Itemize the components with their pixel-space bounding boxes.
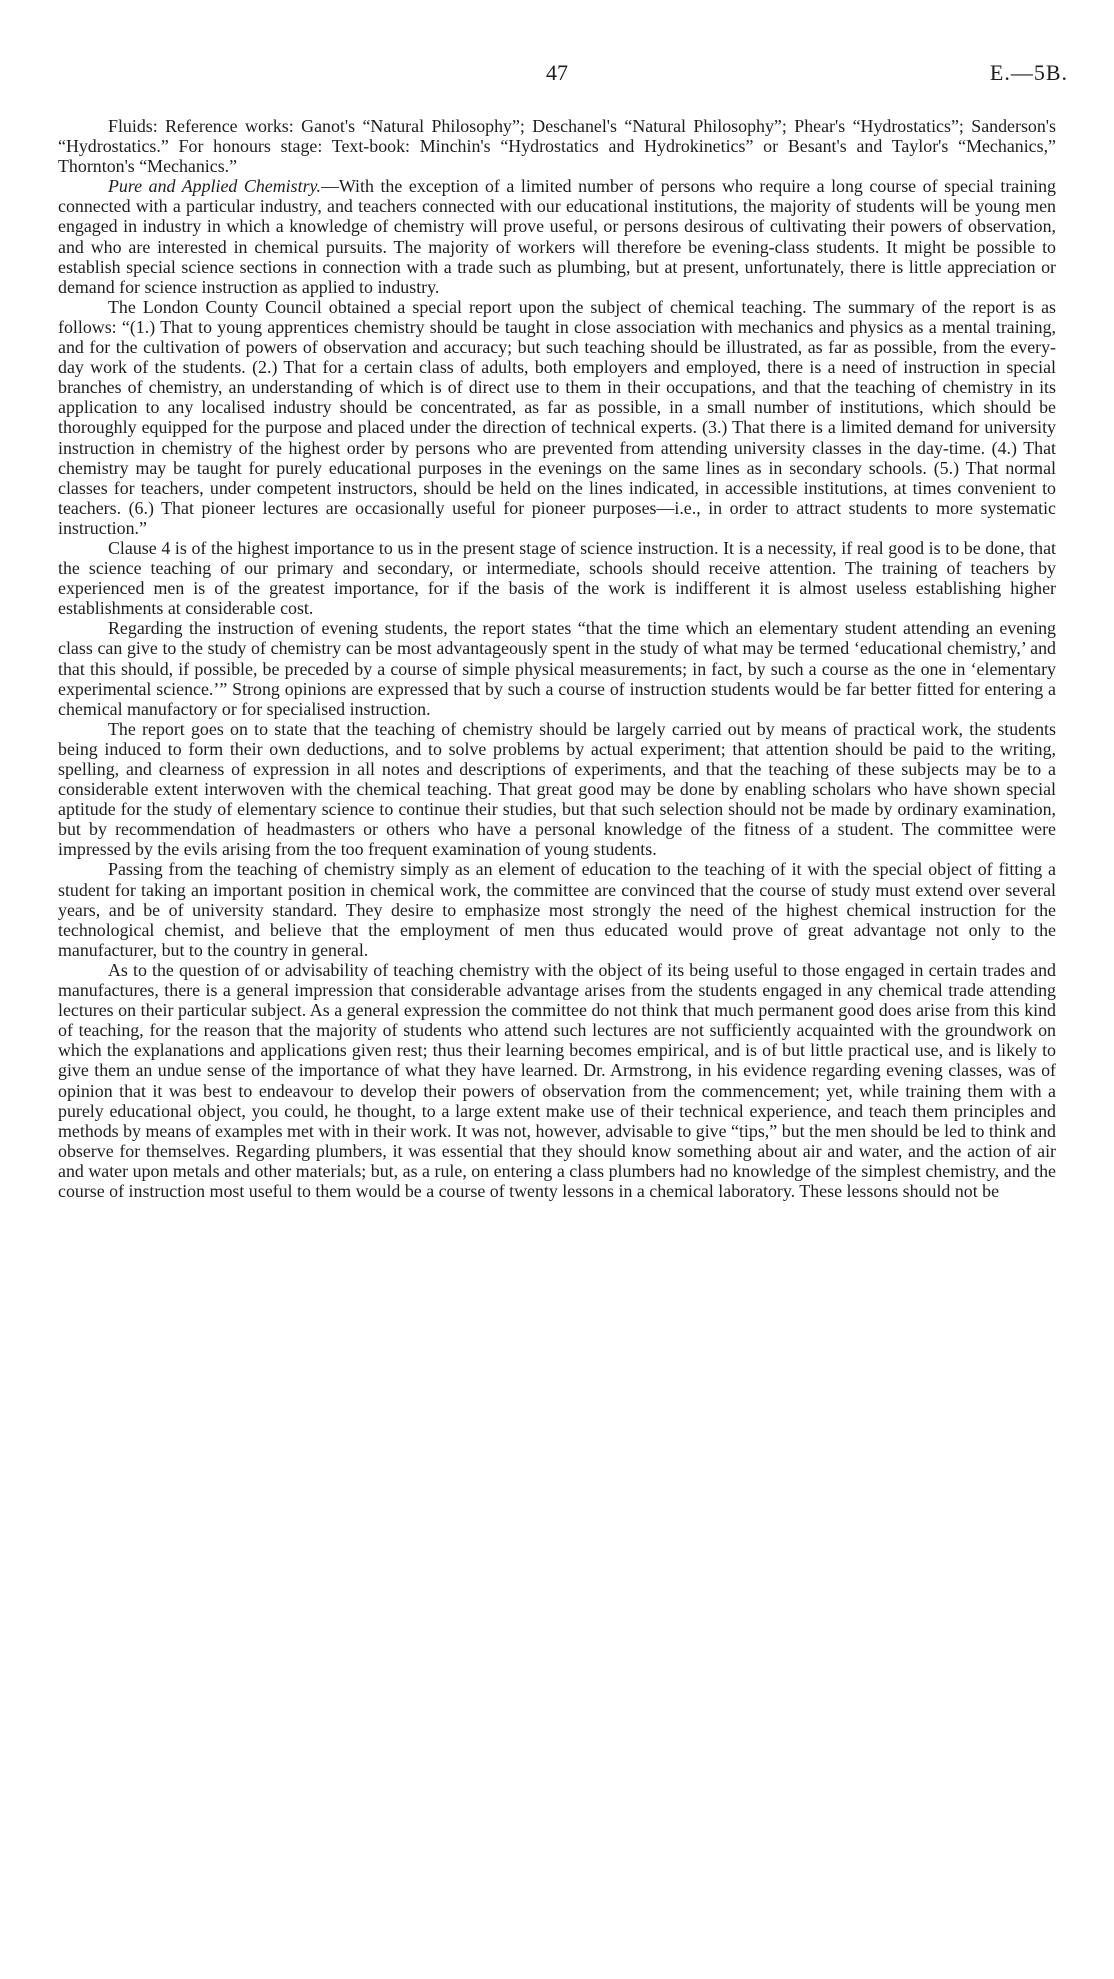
paragraph-practical-work: The report goes on to state that the teaching of chemistry should be largely carried out by means of practical work, the students being induced to form their own deductions, and to solve problems by actual experiment; that attention should be paid to the writing, spelling, and clearness of expression in all notes and descriptions of experiments, and that the teaching of these subjects may be to a considerable extent interwoven with the chemical teaching. That great good may be done by enabling scholars who have shown special aptitude for the study of elementary science to continue their studies, but that such selection should not be made by ordinary examination, but by recommendation of headmasters or others who have a personal knowledge of the fitness of a student. The committee were impressed by the evils arising from the too frequent examination of young students. [58,718,1056,860]
section-heading: Pure and Applied Chemistry. [108,176,321,197]
document-reference: E.—5B. [989,60,1068,85]
paragraph-technological-chemist: Passing from the teaching of chemistry simply as an element of education to the teaching of it with the special object of fitting a student for taking an important position in chemical work, the committee are convinced that the course of study must extend over several years, and be of university standard. They desire to emphasize most strongly the need of the highest chemical instruction for the technological chemist, and believe that the employment of men thus educated would prove of great advantage not only to the manufacturer, but to the country in general. [58,859,1056,960]
paragraph-evening-students: Regarding the instruction of evening students, the report states “that the time which an elementary student attending an evening class can give to the study of chemistry can be most advantageously spent in the study of what may be termed ‘educational chemistry,’ and that this should, if possible, be preceded by a course of simple physical measurements; in fact, by such a course as the one in ‘elementary experimental science.’” Strong opinions are expressed that by such a course of instruction students would be far better fitted for entering a chemical manufactory or for specialised instruction. [58,618,1056,719]
paragraph-trades-and-manufactures: As to the question of or advisability of teaching chemistry with the object of its being useful to those engaged in certain trades and manufactures, there is a general impression that considerable advantage arises from the students engaged in any chemical trade attending lectures on their particular subject. As a general expression the committee do not think that much permanent good does arise from this kind of teaching, for the reason that the majority of students who attend such lectures are not sufficiently acquainted with the groundwork on which the explanations and applications given rest; thus their learning becomes empirical, and is of but little practical use, and is likely to give them an undue sense of the importance of what they have learned. Dr. Armstrong, in his evidence regarding evening classes, was of opinion that it was best to endeavour to develop their powers of observation from the commencement; yet, while training them with a purely educational object, you could, he thought, to a large extent make use of their technical experience, and teach them principles and methods by means of examples met with in their work. It was not, however, advisable to give “tips,” but the men should be led to think and observe for themselves. Regarding plumbers, it was essential that they should know something about air and water, and the action of air and water upon metals and other materials; but, as a rule, on entering a class plumbers had no knowledge of the simplest chemistry, and the course of instruction most useful to them would be a course of twenty lessons in a chemical laboratory. These lessons should not be [58,959,1056,1201]
paragraph-text: —With the exception of a limited number of persons who require a long course of special training connected with a particular industry, and teachers connected with our educational institutions, the majority of students will be young men engaged in industry in which a knowledge of chemistry will prove useful, or persons desirous of cultivating their powers of observation, and who are interested in chemical pursuits. The majority of workers will therefore be evening-class students. It might be possible to establish special science sections in connection with a trade such as plumbing, but at present, unfortunately, there is little appreciation or demand for science instruction as applied to industry. [58,176,1056,297]
paragraph-pure-applied-chemistry [58,176,1056,297]
paragraph-clause-4: Clause 4 is of the highest importance to us in the present stage of science instruction. It is a necessity, if real good is to be done, that the science teaching of our primary and secondary, or intermediate, schools should receive attention. The training of teachers by experienced men is of the greatest importance, for if the basis of the work is indifferent it is almost useless establishing higher establishments at considerable cost. [58,537,1056,619]
paragraph-london-county-council-report: The London County Council obtained a special report upon the subject of chemical teaching. The summary of the report is as follows: “(1.) That to young apprentices chemistry should be taught in close association with mechanics and physics as a mental training, and for the cultivation of powers of observation and accuracy; but such teaching should be illustrated, as far as possible, from the every-day work of the students. (2.) That for a certain class of adults, both employers and employed, there is a need of instruction in special branches of chemistry, an understanding of which is of direct use to them in their occupations, and that the teaching of chemistry in its application to any localised industry should be concentrated, as far as possible, in a small number of institutions, which should be thoroughly equipped for the purpose and placed under the direction of technical experts. (3.) That there is a limited demand for university instruction in chemistry of the highest order by persons who are prevented from attending university classes in the day-time. (4.) That chemistry may be taught for purely educational purposes in the evenings on the same lines as in secondary schools. (5.) That normal classes for teachers, under competent instructors, should be held on the lines indicated, in accessible institutions, at times convenient to teachers. (6.) That pioneer lectures are occasionally useful for pioneer purposes—i.e., in order to attract students to more systematic instruction.” [58,296,1056,538]
page-number: 47 [546,60,568,85]
paragraph-fluids-references: Fluids: Reference works: Ganot's “Natural Philosophy”; Deschanel's “Natural Philosophy”; Phear's “Hydrostatics”; Sanderson's “Hydrostatics.” For honours stage: Text-book: Minchin's “Hydrostatics and Hydrokinetics” or Besant's and Taylor's “Mechanics,” Thornton's “Mechanics.” [58,116,1056,177]
body-text [58,116,1056,1201]
